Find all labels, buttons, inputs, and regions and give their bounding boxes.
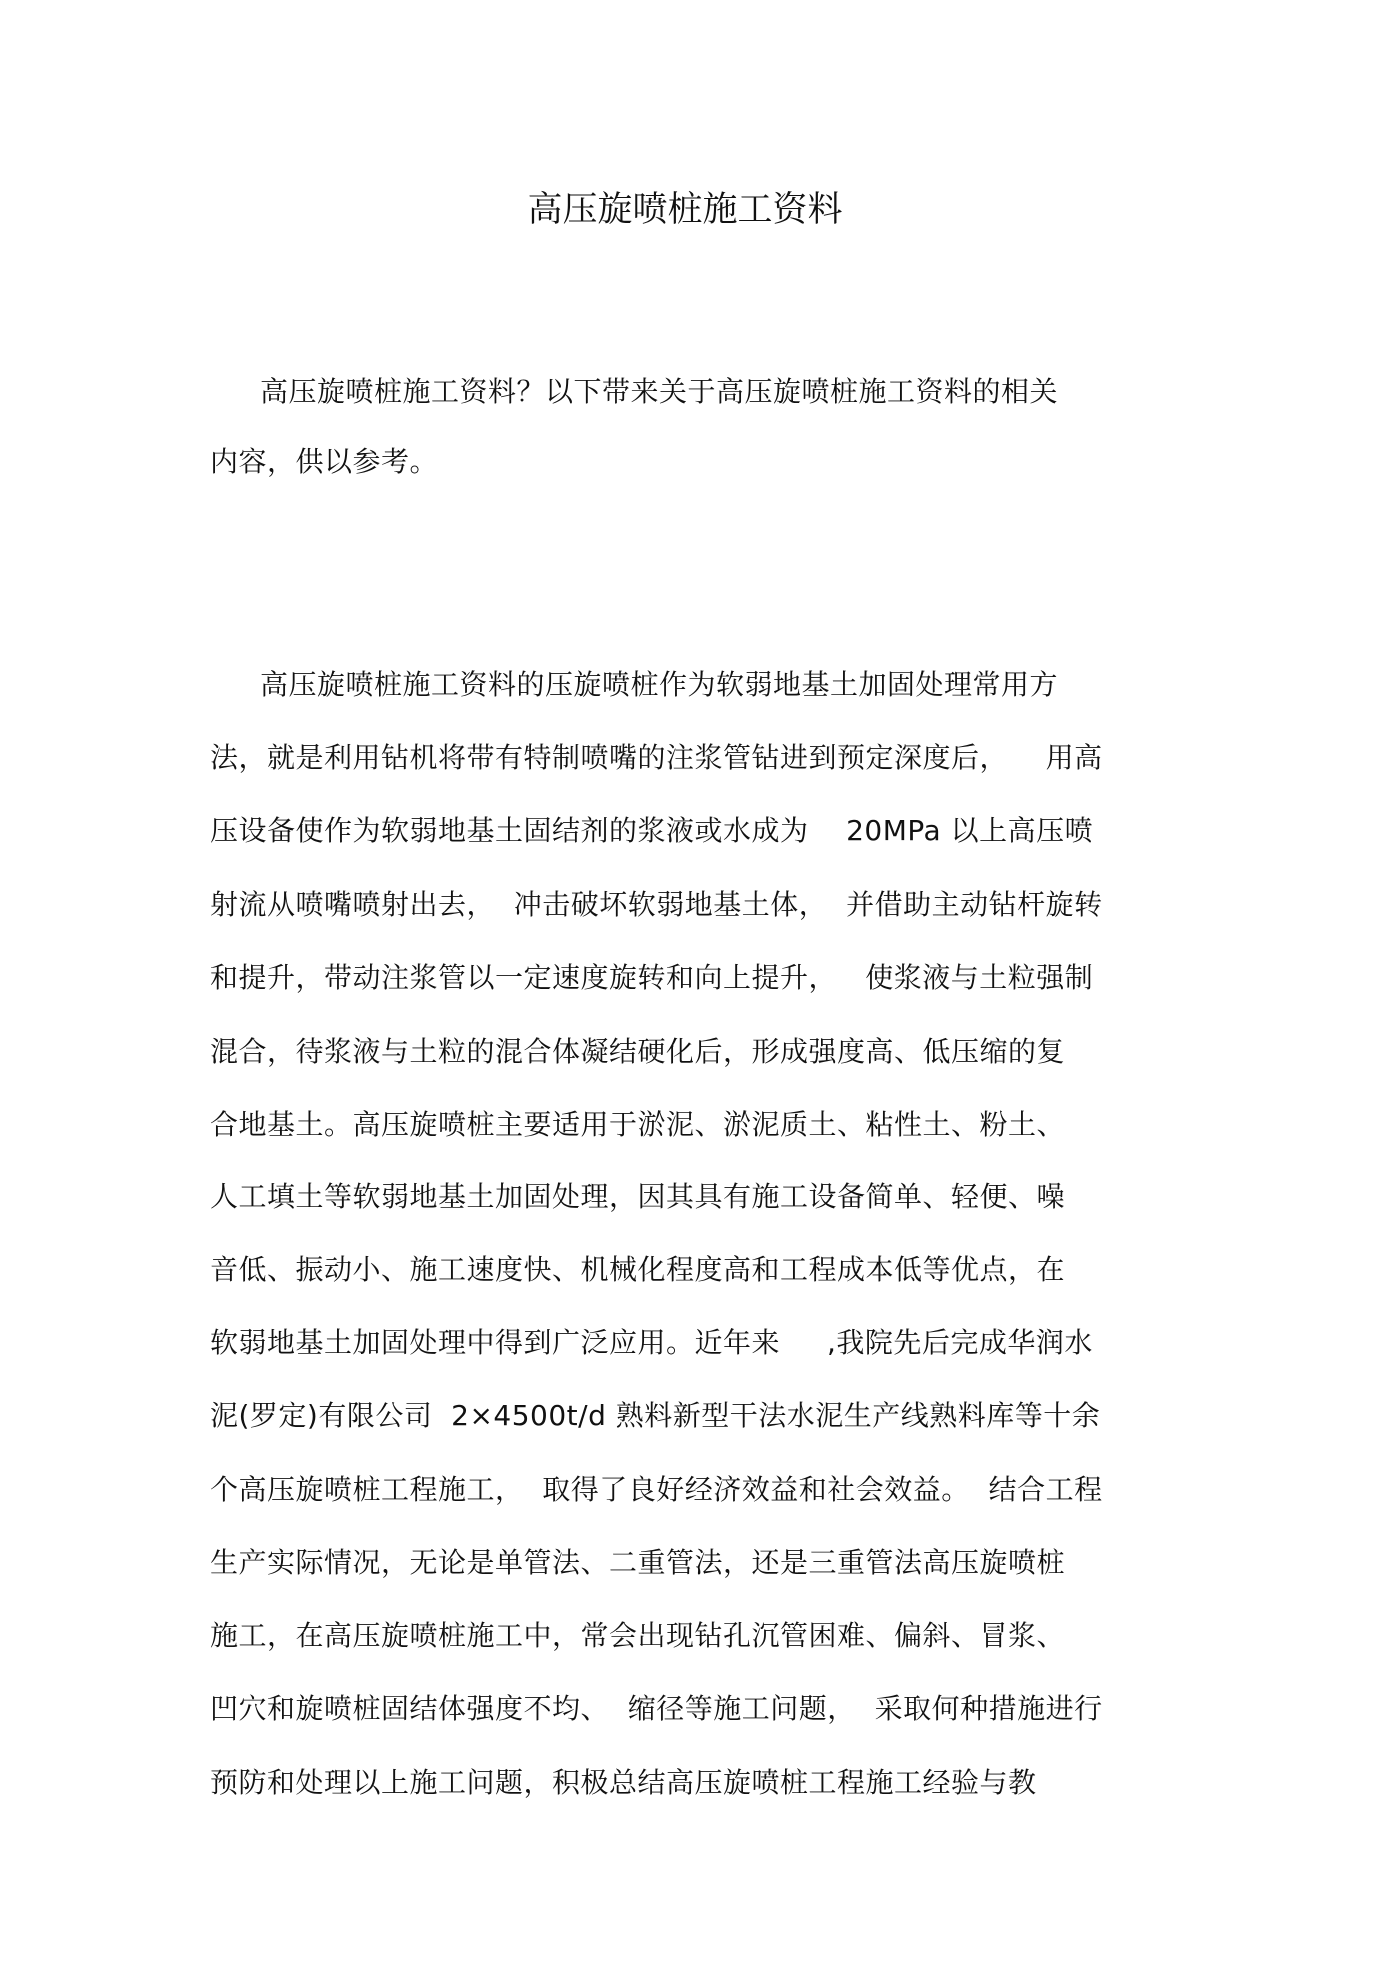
body-line-3: 压设备使作为软弱地基土固结剂的浆液或水成为 20MPa 以上高压喷 <box>210 814 1094 847</box>
intro-line-2: 内容，供以参考。 <box>210 445 439 478</box>
body-line-2: 法，就是利用钻机将带有特制喷嘴的注浆管钻进到预定深度后， 用高 <box>210 741 1103 774</box>
body-line-14: 施工，在高压旋喷桩施工中，常会出现钻孔沉管困难、偏斜、冒浆、 <box>210 1619 1066 1652</box>
body-line-5: 和提升，带动注浆管以一定速度旋转和向上提升， 使浆液与土粒强制 <box>210 961 1094 994</box>
body-line-7: 合地基土。高压旋喷桩主要适用于淤泥、淤泥质土、粘性土、粉土、 <box>210 1108 1066 1141</box>
body-line-8: 人工填土等软弱地基土加固处理，因其具有施工设备简单、轻便、噪 <box>210 1180 1066 1213</box>
body-line-13: 生产实际情况，无论是单管法、二重管法，还是三重管法高压旋喷桩 <box>210 1546 1066 1579</box>
body-line-16: 预防和处理以上施工问题，积极总结高压旋喷桩工程施工经验与教 <box>210 1766 1037 1799</box>
body-line-11: 泥(罗定)有限公司 2×4500t/d 熟料新型干法水泥生产线熟料库等十余 <box>210 1399 1101 1432</box>
body-line-12: 个高压旋喷桩工程施工， 取得了良好经济效益和社会效益。 结合工程 <box>210 1473 1103 1506</box>
body-line-9: 音低、振动小、施工速度快、机械化程度高和工程成本低等优点，在 <box>210 1253 1066 1286</box>
body-line-10: 软弱地基土加固处理中得到广泛应用。近年来 ,我院先后完成华润水 <box>210 1326 1093 1359</box>
body-line-15: 凹穴和旋喷桩固结体强度不均、 缩径等施工问题， 采取何种措施进行 <box>210 1692 1103 1725</box>
intro-line-1: 高压旋喷桩施工资料？以下带来关于高压旋喷桩施工资料的相关 <box>260 375 1059 408</box>
document-title: 高压旋喷桩施工资料 <box>527 190 843 230</box>
body-line-6: 混合，待浆液与土粒的混合体凝结硬化后，形成强度高、低压缩的复 <box>210 1035 1066 1068</box>
body-line-4: 射流从喷嘴喷射出去， 冲击破坏软弱地基土体， 并借助主动钻杆旋转 <box>210 888 1103 921</box>
body-line-1: 高压旋喷桩施工资料的压旋喷桩作为软弱地基土加固处理常用方 <box>260 668 1059 701</box>
